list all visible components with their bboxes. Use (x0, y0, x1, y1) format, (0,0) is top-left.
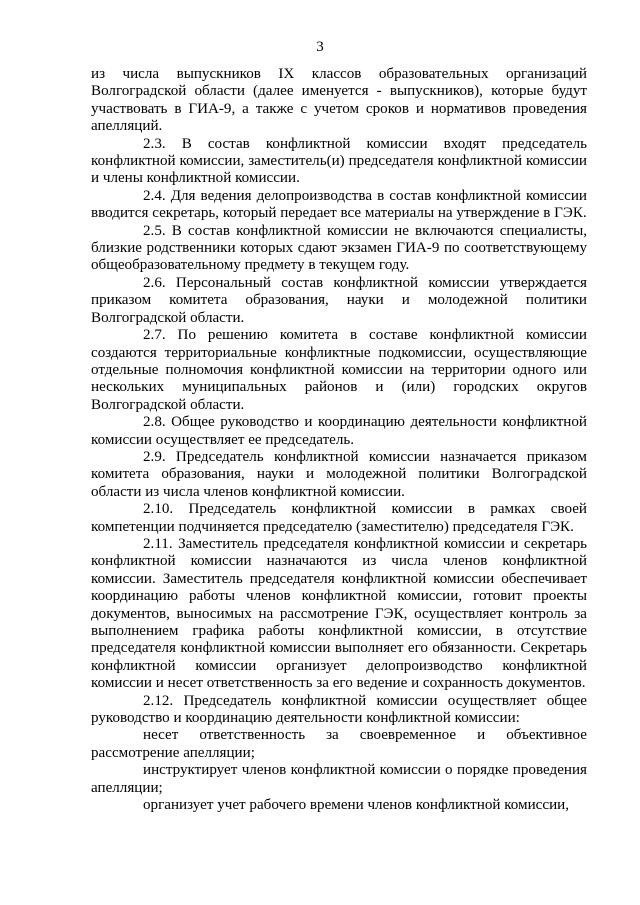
page-number: 3 (316, 39, 324, 55)
paragraph-2-7: 2.7. По решению комитета в составе конфликтной комиссии создаются территориальные конфликтные подкомиссии, осуществляющие отдельные полномочия конфликтной комиссии на территории одного или нескольких муниципальных районов и (или) городских округов Волгоградской области. (91, 327, 587, 413)
paragraph-2-11: 2.11. Заместитель председателя конфликтной комиссии и секретарь конфликтной комиссии назначаются из числа членов конфликтной комиссии. Заместитель председателя конфликтной комиссии обеспечивает координацию работы членов конфликтной комиссии, готовит проекты документов, выносимых на рассмотрение ГЭК, осуществляет контроль за выполнением графика работы конфликтной комиссии, в отсутствие председателя конфликтной комиссии выполняет его обязанности. Секретарь конфликтной комиссии организует делопроизводство конфликтной комиссии и несет ответственность за его ведение и сохранность документов. (91, 535, 587, 692)
paragraph-2-12: 2.12. Председатель конфликтной комиссии осуществляет общее руководство и координацию деятельности конфликтной комиссии: (91, 692, 587, 727)
duty-item-instruction: инструктирует членов конфликтной комиссии о порядке проведения апелляции; (91, 762, 587, 796)
document-body (91, 66, 587, 814)
paragraph-2-4: 2.4. Для ведения делопроизводства в состав конфликтной комиссии вводится секретарь, который передает все материалы на утверждение в ГЭК. (91, 187, 587, 222)
paragraph-2-8: 2.8. Общее руководство и координацию деятельности конфликтной комиссии осуществляет ее председатель. (91, 414, 587, 448)
paragraph-2-6: 2.6. Персональный состав конфликтной комиссии утверждается приказом комитета образования, науки и молодежной политики Волгоградской области. (91, 274, 587, 326)
paragraph-2-5: 2.5. В состав конфликтной комиссии не включаются специалисты, близкие родственники которых сдают экзамен ГИА-9 по соответствующему общеобразовательному предмету в текущем году. (91, 222, 587, 274)
paragraph-2-10: 2.10. Председатель конфликтной комиссии в рамках своей компетенции подчиняется председателю (заместителю) председателя ГЭК. (91, 501, 587, 535)
duty-item-time-tracking: организует учет рабочего времени членов конфликтной комиссии, (143, 797, 570, 814)
duty-item-responsibility: несет ответственность за своевременное и объективное рассмотрение апелляции; (91, 727, 587, 761)
paragraph-2-3: 2.3. В состав конфликтной комиссии входят председатель конфликтной комиссии, заместитель(и) председателя конфликтной комиссии и члены конфликтной комиссии. (91, 135, 587, 187)
paragraph-2-9: 2.9. Председатель конфликтной комиссии назначается приказом комитета образования, науки и молодежной политики Волгоградской области из числа членов конфликтной комиссии. (91, 448, 587, 500)
paragraph-continuation: из числа выпускников IX классов образовательных организаций Волгоградской области (далее именуется - выпускников), которые будут участвовать в ГИА-9, а также с учетом сроков и нормативов проведения апелляций. (91, 66, 587, 135)
